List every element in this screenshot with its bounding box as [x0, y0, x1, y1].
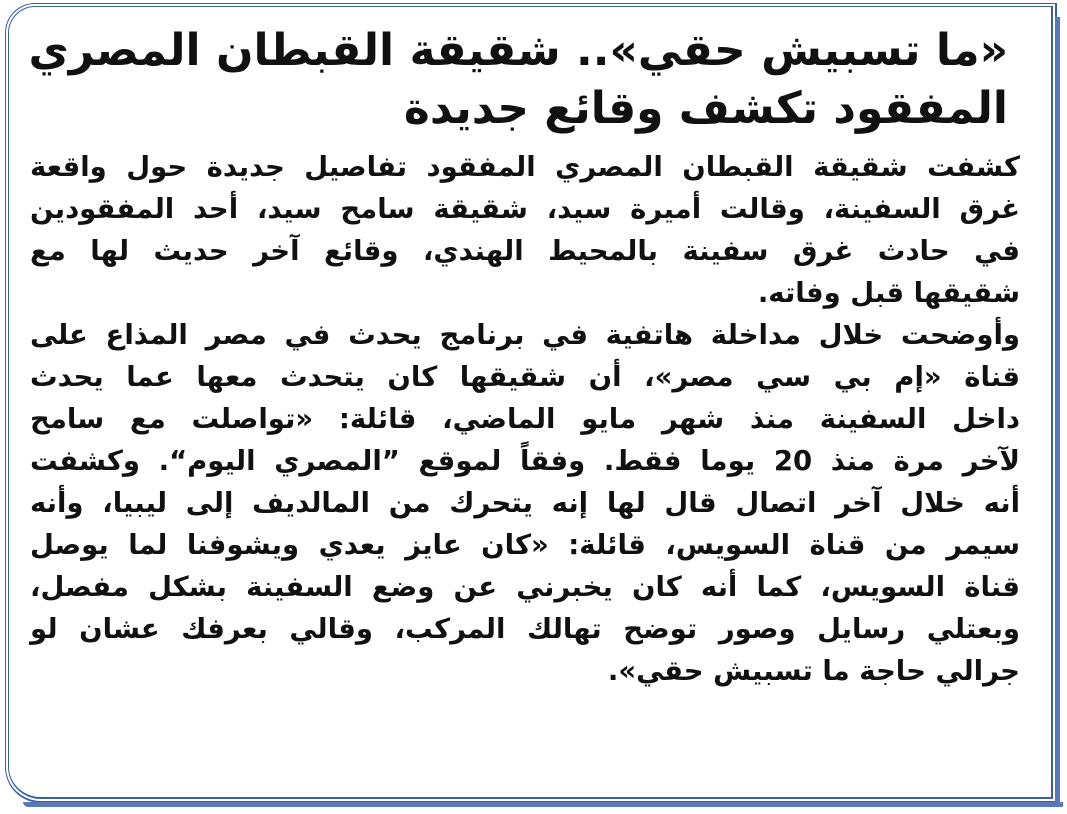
body-line: كشفت شقيقة القبطان المصري المفقود تفاصيل جديدة حول واقعة: [30, 151, 1020, 183]
article-body: [30, 146, 1020, 692]
body-line: سيمر من قناة السويس، قائلة: «كان عايز يعدي ويشوفنا لما يوصل: [30, 529, 1020, 561]
body-line: غرق السفينة، وقالت أميرة سيد، شقيقة سامح سيد، أحد المفقودين: [30, 193, 1020, 225]
body-line: لآخر مرة منذ 20 يوما فقط. وفقاً لموقع ”المصري اليوم“. وكشفت: [30, 445, 1020, 477]
headline: [30, 22, 1020, 138]
paragraph: [30, 146, 1020, 314]
headline-line: «ما تسبيش حقي».. شقيقة القبطان المصري: [28, 25, 1008, 76]
body-line: شقيقها قبل وفاته.: [757, 277, 1020, 309]
paragraph: [30, 314, 1020, 692]
article: [30, 22, 1020, 792]
body-line: قناة السويس، كما أنه كان يخبرني عن وضع السفينة بشكل مفصل،: [30, 571, 1020, 603]
body-line: أنه خلال آخر اتصال قال لها إنه يتحرك من المالديف إلى ليبيا، وأنه: [30, 487, 1020, 519]
body-line: وأوضحت خلال مداخلة هاتفية في برنامج يحدث في مصر المذاع على: [30, 319, 1020, 351]
body-line: وبعتلي رسايل وصور توضح تهالك المركب، وقالي بعرفك عشان لو: [30, 613, 1020, 645]
headline-line: المفقود تكشف وقائع جديدة: [403, 83, 1008, 134]
body-line: داخل السفينة منذ شهر مايو الماضي، قائلة: «تواصلت مع سامح: [30, 403, 1020, 435]
body-line: قناة «إم بي سي مصر»، أن شقيقها كان يتحدث معها عما يحدث: [30, 361, 1020, 393]
body-line: في حادث غرق سفينة بالمحيط الهندي، وقائع آخر حديث لها مع: [30, 235, 1020, 267]
body-line: جرالي حاجة ما تسبيش حقي».: [607, 655, 1020, 687]
